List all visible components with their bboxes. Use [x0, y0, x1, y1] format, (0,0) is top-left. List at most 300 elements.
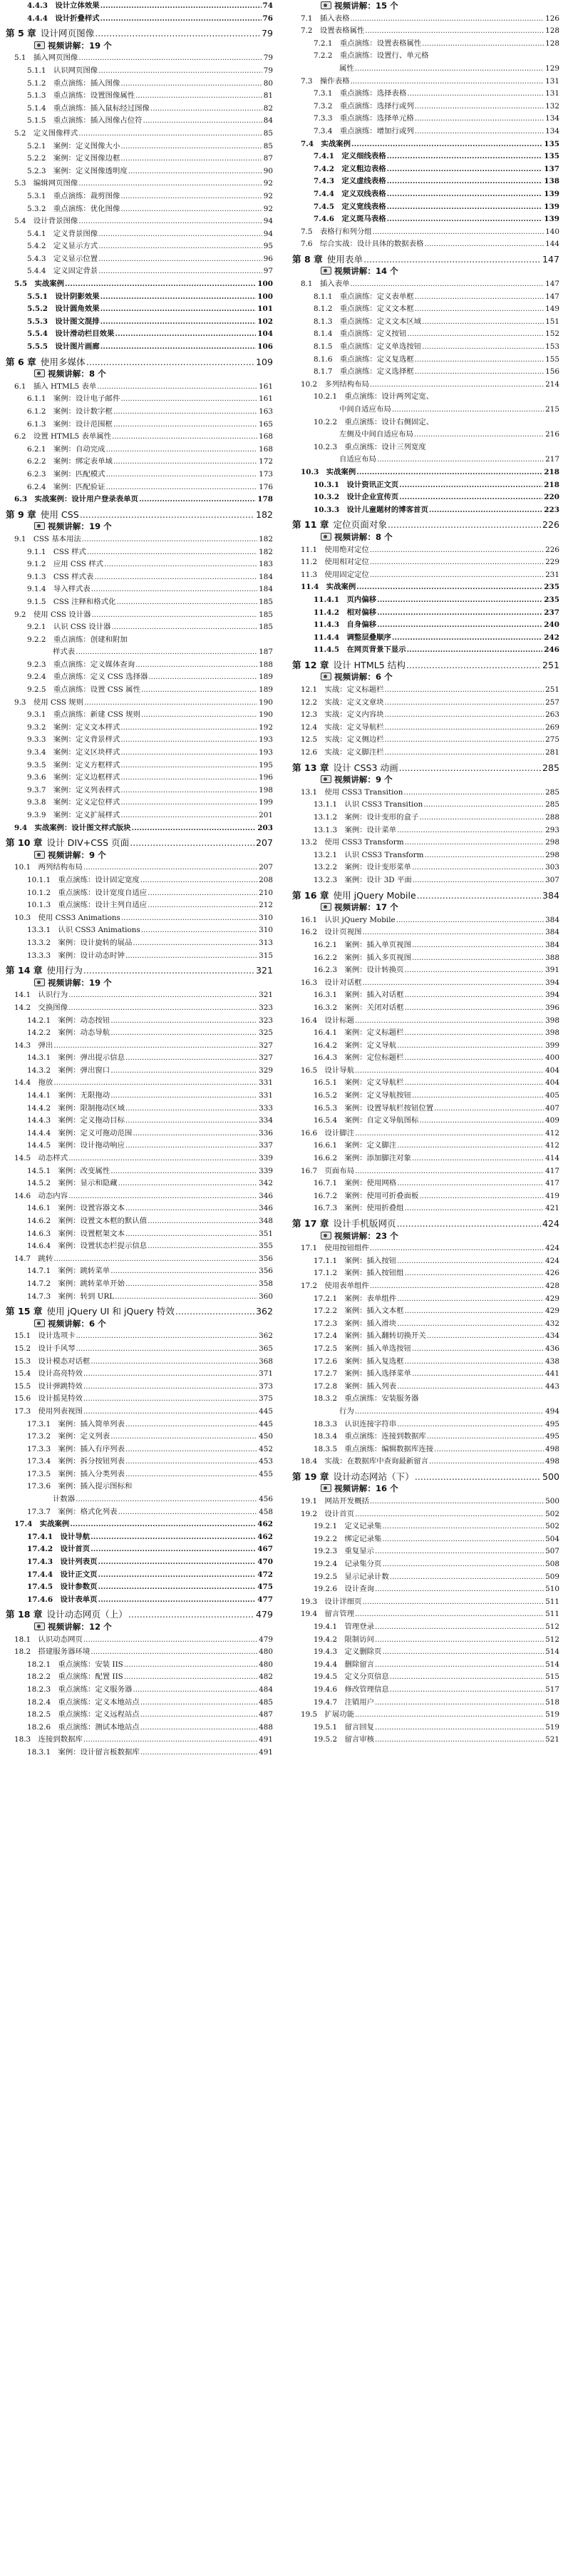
video-count-label: 视频讲解：16 个	[334, 1483, 398, 1496]
video-camera-icon	[34, 522, 45, 530]
chapter-heading	[292, 518, 559, 531]
dot-leader	[120, 190, 262, 203]
page-number: 409	[545, 1116, 559, 1125]
toc-entry	[292, 926, 559, 939]
video-camera-icon	[34, 369, 45, 377]
toc-entry	[6, 912, 273, 925]
page-number: 203	[257, 823, 273, 832]
dot-leader	[355, 1165, 544, 1178]
chapter-number: 第 10 章	[6, 837, 43, 849]
toc-entry	[292, 697, 559, 710]
page-number: 74	[262, 1, 273, 10]
page-number: 199	[259, 798, 273, 807]
dot-leader	[355, 63, 544, 76]
toc-entry-label: 19.2.4 记录集分页	[314, 1560, 382, 1569]
page-number: 285	[545, 787, 559, 797]
dot-leader	[128, 1608, 254, 1621]
page-number: 80	[263, 78, 273, 88]
page-number: 470	[257, 1558, 273, 1567]
dot-leader	[143, 115, 262, 128]
toc-entry-label: 9.3.8 案例：定义定位样式	[27, 798, 120, 807]
toc-entry-label: 13.1 使用 CSS3 Transition	[301, 787, 403, 797]
page-number: 351	[259, 1229, 273, 1238]
page-number: 275	[545, 735, 559, 745]
toc-entry	[292, 1634, 559, 1647]
toc-entry-label: 5.3 编辑网页图像	[14, 179, 78, 188]
dot-leader	[148, 671, 257, 684]
page-number: 185	[259, 597, 273, 606]
page-number: 358	[259, 1279, 273, 1288]
page-number: 288	[545, 813, 559, 822]
dot-leader	[407, 644, 543, 657]
toc-entry	[6, 1040, 273, 1053]
toc-entry	[6, 0, 273, 13]
toc-entry	[292, 1077, 559, 1090]
page-number: 285	[545, 800, 559, 809]
page-number: 368	[259, 1356, 273, 1366]
toc-entry-label: 16.5.1 案例：定义导航栏	[314, 1078, 404, 1088]
toc-entry-label: 5.4.4 定义固定背景	[27, 267, 98, 276]
dot-leader	[429, 1456, 544, 1468]
toc-entry	[6, 1278, 273, 1291]
toc-entry	[292, 1040, 559, 1053]
page-number: 135	[544, 152, 559, 161]
toc-entry	[292, 1671, 559, 1684]
toc-entry-label: 17.2 使用表单组件	[301, 1281, 369, 1290]
toc-entry	[6, 1215, 273, 1228]
toc-entry	[6, 265, 273, 278]
toc-entry	[6, 1393, 273, 1406]
toc-entry-label: 14.4.3 案例：定义拖动目标	[27, 1116, 125, 1125]
toc-entry	[292, 581, 559, 594]
toc-entry-label: 15.1 设计选项卡	[14, 1332, 76, 1341]
dot-leader	[116, 596, 257, 609]
toc-entry-label: 第 12 章 设计 HTML5 结构	[292, 659, 406, 670]
toc-entry	[6, 1115, 273, 1128]
dot-leader	[125, 1140, 257, 1152]
page-number: 100	[257, 292, 273, 301]
chapter-heading	[292, 1217, 559, 1230]
dot-leader	[98, 1569, 257, 1582]
toc-entry-label: 9.2.4 重点演练：定义 CSS 选择器	[27, 673, 148, 682]
toc-entry-label: 11.4.2 相对偏移	[314, 608, 377, 617]
toc-entry	[292, 101, 559, 113]
page-number: 519	[545, 1722, 559, 1732]
page-number: 498	[545, 1457, 559, 1466]
page-number: 208	[259, 875, 273, 884]
toc-entry	[6, 862, 273, 874]
page-number: 404	[545, 1078, 559, 1088]
page-number: 371	[259, 1369, 273, 1379]
toc-entry-label: 9.1.4 导入样式表	[27, 585, 91, 594]
dot-leader	[133, 937, 257, 950]
toc-entry	[292, 544, 559, 557]
dot-leader	[382, 1533, 544, 1546]
dot-leader	[415, 291, 544, 304]
toc-entry-label: 13.2.1 认识 CSS3 Transform	[314, 850, 424, 859]
toc-entry	[6, 634, 273, 647]
page-number: 519	[545, 1710, 559, 1719]
dot-leader	[405, 1052, 544, 1065]
toc-entry	[292, 291, 559, 304]
toc-entry	[6, 659, 273, 672]
page-number: 168	[259, 444, 273, 454]
dot-leader	[84, 697, 257, 710]
toc-entry-label: 16.1 认识 jQuery Mobile	[301, 915, 396, 924]
page-number: 149	[545, 305, 559, 314]
page-number: 355	[259, 1242, 273, 1251]
chapter-number: 第 13 章	[292, 762, 329, 773]
toc-right-column	[292, 0, 559, 1747]
toc-entry	[292, 977, 559, 990]
toc-entry	[292, 1571, 559, 1584]
dot-leader	[128, 165, 262, 178]
dot-leader	[53, 1040, 257, 1053]
page-number: 417	[545, 1179, 559, 1188]
toc-entry	[6, 989, 273, 1002]
toc-entry-label: 16.7.3 案例：使用折叠组	[314, 1204, 404, 1213]
page-number: 193	[259, 748, 273, 757]
dot-leader	[397, 824, 544, 837]
toc-entry	[292, 1356, 559, 1369]
page-number: 298	[545, 850, 559, 859]
toc-entry-label: 7.3.4 重点演练：增加行或列	[314, 126, 414, 136]
toc-entry-label: 13.1.3 案例：设计菜单	[314, 825, 397, 834]
toc-entry-label: 17.2.7 案例：插入选择菜单	[314, 1369, 411, 1379]
toc-entry-label: 10.1.3 重点演练：设计主列自适应	[27, 901, 148, 910]
toc-entry	[292, 1520, 559, 1533]
toc-entry-label: 7.2.1 重点演练：设置表格属性	[314, 39, 422, 48]
page-number: 126	[545, 14, 559, 23]
toc-entry-label: 6.1 插入 HTML5 表单	[14, 382, 97, 391]
toc-entry-label: 5.2.2 案例：定义图像边框	[27, 154, 120, 163]
toc-entry-label: 14.7.2 案例：跳转菜单开始	[27, 1279, 125, 1288]
video-camera-icon	[321, 775, 331, 783]
toc-entry-label: 18.3 连接到数据库	[14, 1735, 83, 1744]
video-camera-icon	[321, 533, 331, 541]
toc-entry	[292, 25, 559, 38]
toc-entry-label: 9.3.2 案例：定义文本样式	[27, 722, 120, 732]
page-number: 441	[545, 1369, 559, 1379]
toc-entry	[6, 1481, 273, 1493]
dot-leader	[110, 1015, 257, 1028]
toc-entry	[6, 278, 273, 291]
toc-entry-label: 9.2.1 认识 CSS 设计器	[27, 623, 111, 632]
page-number: 281	[545, 748, 559, 757]
toc-entry-label: 15.6 设计摇晃特效	[14, 1394, 83, 1404]
dot-leader	[53, 1077, 257, 1090]
toc-entry	[6, 1228, 273, 1241]
toc-entry	[6, 1002, 273, 1015]
toc-entry-label: 7.3 操作表格	[301, 76, 350, 86]
dot-leader	[83, 1393, 257, 1406]
chapter-heading	[6, 837, 273, 849]
page-number: 424	[545, 1256, 559, 1265]
page-number: 484	[259, 1685, 273, 1694]
page-number: 327	[259, 1041, 273, 1050]
toc-entry-label: 14.5 动态样式	[14, 1154, 68, 1163]
page-number: 407	[545, 1103, 559, 1113]
toc-entry	[292, 50, 559, 63]
toc-entry-label: 7.4.2 定义粗边表格	[314, 164, 386, 173]
dot-leader	[405, 964, 544, 977]
dot-leader	[375, 1734, 544, 1747]
toc-entry	[292, 213, 559, 226]
chapter-number: 第 14 章	[6, 965, 43, 976]
dot-leader	[120, 153, 262, 165]
toc-entry	[292, 429, 559, 441]
dot-leader	[133, 1128, 257, 1140]
dot-leader	[121, 912, 257, 925]
dot-leader	[350, 13, 544, 26]
page-number: 325	[259, 1028, 273, 1038]
dot-leader	[422, 38, 544, 51]
dot-leader	[83, 1734, 257, 1747]
page-number: 342	[259, 1179, 273, 1188]
toc-entry	[6, 1531, 273, 1544]
page-number: 487	[259, 1710, 273, 1719]
page-number: 92	[263, 204, 273, 213]
video-count	[6, 1318, 273, 1331]
page-number: 455	[259, 1469, 273, 1478]
page-number: 263	[545, 710, 559, 720]
toc-entry	[6, 1419, 273, 1431]
dot-leader	[83, 1368, 257, 1381]
toc-entry-label: 16.4.2 案例：定义导航	[314, 1041, 397, 1050]
toc-entry-label: 10.1.2 重点演练：设计宽度自适应	[27, 888, 148, 897]
page-number: 188	[259, 660, 273, 669]
toc-entry-label: 10.3.2 设计企业宣传页	[314, 493, 399, 502]
toc-entry-label: 9.2.5 重点演练：设置 CSS 属性	[27, 685, 140, 695]
page-number: 132	[545, 101, 559, 111]
page-number: 429	[545, 1294, 559, 1303]
toc-entry-label: 5.5.4 设计滑动栏目效果	[27, 329, 115, 339]
dot-leader	[78, 215, 262, 228]
dot-leader	[355, 1508, 544, 1521]
video-count	[292, 1230, 559, 1243]
page-number: 511	[545, 1610, 559, 1619]
dot-leader	[91, 1543, 256, 1556]
toc-entry	[292, 619, 559, 632]
toc-entry-label: 19.4.1 管理登录	[314, 1622, 375, 1631]
dot-leader	[98, 1594, 257, 1607]
page-number: 394	[545, 978, 559, 987]
chapter-heading	[6, 356, 273, 369]
toc-entry-label: 11.3 使用固定定位	[301, 570, 369, 579]
chapter-number: 第 16 章	[292, 889, 329, 901]
toc-entry-label: 10.1.1 重点演练：设计固定宽度	[27, 875, 140, 884]
toc-entry	[292, 1052, 559, 1065]
page-number: 391	[545, 966, 559, 975]
toc-entry	[292, 1177, 559, 1190]
toc-entry-label: 14.7.3 案例：转到 URL	[27, 1292, 115, 1301]
toc-entry-label: 中间自适应布局	[339, 405, 391, 414]
dot-leader	[130, 837, 254, 849]
toc-entry	[6, 203, 273, 216]
toc-entry-label: 16.2.3 案例：设计转换页	[314, 966, 404, 975]
dot-leader	[388, 518, 541, 531]
toc-entry-label: 14.7 跳转	[14, 1254, 53, 1263]
dot-leader	[124, 1659, 257, 1672]
dot-leader	[83, 1406, 257, 1419]
dot-leader	[68, 989, 257, 1002]
page-number: 310	[259, 913, 273, 922]
chapter-number: 第 11 章	[292, 519, 329, 531]
toc-entry	[292, 278, 559, 291]
toc-entry-label: 14.4.2 案例：限制拖动区域	[27, 1103, 125, 1113]
page-number: 147	[545, 292, 559, 301]
dot-leader	[412, 1368, 544, 1381]
toc-entry	[292, 1190, 559, 1203]
toc-entry-label: 9.3.3 案例：定义背景样式	[27, 735, 120, 745]
toc-entry-label: 17.2.8 案例：插入列表	[314, 1381, 397, 1391]
dot-leader	[100, 291, 257, 304]
toc-entry-label: 13.2 使用 CSS3 Transform	[301, 838, 404, 847]
page-number: 79	[263, 53, 273, 63]
toc-entry	[292, 1545, 559, 1558]
page-number: 82	[263, 103, 273, 113]
toc-entry-label: 9.3.6 案例：定义边框样式	[27, 773, 120, 782]
toc-entry	[292, 939, 559, 952]
toc-entry-label: 8.1.2 重点演练：定义文本框	[314, 305, 414, 314]
dot-leader	[405, 1027, 544, 1040]
dot-leader	[385, 697, 544, 710]
dot-leader	[385, 709, 544, 722]
dot-leader	[104, 558, 257, 571]
toc-entry	[292, 824, 559, 837]
dot-leader	[387, 188, 543, 201]
page-number: 310	[259, 926, 273, 935]
page-number: 384	[545, 928, 559, 937]
dot-leader	[392, 404, 544, 416]
toc-entry-label: 19.4.6 修改管理信息	[314, 1685, 389, 1694]
video-count-label: 视频讲解：9 个	[48, 849, 106, 862]
toc-entry-label: 12.6 实战：定义脚注栏	[301, 748, 384, 757]
toc-entry-label: 19.4 留言管理	[301, 1610, 355, 1619]
dot-leader	[124, 1671, 257, 1684]
chapter-heading	[292, 659, 559, 672]
page-number: 87	[263, 154, 273, 163]
toc-entry	[6, 1368, 273, 1381]
toc-entry	[292, 594, 559, 607]
toc-entry	[6, 1684, 273, 1697]
toc-entry-label: 7.2 设置表格属性	[301, 26, 365, 36]
toc-entry-label: 14.2.2 案例：动态导航	[27, 1028, 110, 1038]
toc-entry-label: 第 18 章 设计动态网页（上）	[6, 1609, 128, 1620]
page-number: 185	[259, 610, 273, 619]
dot-leader	[412, 1152, 544, 1165]
video-camera-icon	[34, 978, 45, 986]
toc-entry-label: 第 8 章 使用表单	[292, 253, 363, 265]
toc-entry-label: 16.7.1 案例：使用网格	[314, 1179, 397, 1188]
dot-leader	[110, 1165, 257, 1178]
dot-leader	[415, 113, 544, 126]
dot-leader	[140, 1697, 257, 1709]
page-number: 479	[259, 1635, 273, 1644]
toc-entry-label: 8.1.3 重点演练：定义文本区域	[314, 317, 422, 326]
toc-entry-label: 7.4 实战案例	[301, 139, 351, 148]
page-number: 346	[259, 1191, 273, 1200]
page-number: 131	[545, 76, 559, 86]
dot-leader	[397, 1177, 544, 1190]
toc-entry-label: 16.2.1 案例：插入单页视图	[314, 940, 411, 949]
toc-entry-label: 8.1.7 重点演练：定义选择框	[314, 367, 414, 377]
page-number: 438	[545, 1356, 559, 1366]
toc-entry	[292, 837, 559, 849]
page-number: 139	[544, 215, 559, 224]
page-number: 495	[545, 1419, 559, 1428]
dot-leader	[397, 1040, 544, 1053]
toc-entry-label: 18.3.4 重点演练：连接到数据库	[314, 1432, 426, 1441]
dot-leader	[98, 1556, 257, 1569]
dot-leader	[91, 1531, 256, 1544]
toc-entry	[6, 809, 273, 822]
toc-entry-label: 19.4.7 注销用户	[314, 1697, 375, 1707]
toc-entry	[292, 379, 559, 392]
dot-leader	[53, 1253, 257, 1266]
dot-leader	[385, 734, 544, 747]
toc-entry	[292, 964, 559, 977]
toc-entry	[292, 952, 559, 965]
toc-entry-label: 19.3 设计详细页	[301, 1597, 362, 1606]
toc-entry	[6, 456, 273, 469]
toc-entry-label: 15.4 设计高亮特效	[14, 1369, 83, 1379]
dot-leader	[370, 379, 544, 392]
dot-leader	[106, 444, 258, 456]
toc-entry-label: 7.1 插入表格	[301, 14, 350, 23]
dot-leader	[419, 812, 544, 824]
page-number: 502	[545, 1509, 559, 1518]
dot-leader	[399, 479, 542, 492]
toc-entry	[292, 113, 559, 126]
toc-entry-label: 19.5.1 留言回复	[314, 1722, 375, 1732]
toc-entry	[6, 1190, 273, 1203]
page-number: 517	[545, 1685, 559, 1694]
page-number: 445	[259, 1419, 273, 1428]
page-number: 81	[263, 91, 273, 101]
dot-leader	[125, 1278, 257, 1291]
toc-entry-label: 9.1 CSS 基本用法	[14, 534, 81, 543]
page-number: 210	[259, 888, 273, 897]
toc-entry	[6, 1381, 273, 1394]
toc-entry	[6, 734, 273, 747]
toc-entry-label: 17.3.5 案例：插入分类列表	[27, 1469, 125, 1478]
page-number: 218	[544, 467, 559, 476]
page-number: 510	[545, 1585, 559, 1594]
dot-leader	[397, 1419, 544, 1431]
toc-entry-label: 第 10 章 设计 DIV+CSS 页面	[6, 837, 130, 849]
toc-entry	[292, 1115, 559, 1128]
toc-entry	[292, 1202, 559, 1215]
page-number: 151	[545, 317, 559, 326]
page-number: 504	[545, 1534, 559, 1543]
page-number: 443	[545, 1381, 559, 1391]
page-number: 307	[545, 875, 559, 884]
toc-entry-label: 7.4.4 定义双线表格	[314, 189, 386, 198]
toc-entry-label: 7.4.5 定义宽线表格	[314, 202, 386, 211]
toc-entry	[6, 621, 273, 634]
page-number: 235	[544, 595, 559, 604]
video-count-label: 视频讲解：12 个	[48, 1621, 112, 1634]
dot-leader	[78, 178, 262, 190]
toc-entry	[6, 1027, 273, 1040]
dot-leader	[397, 1381, 544, 1394]
page-number: 90	[263, 166, 273, 175]
dot-leader	[412, 939, 544, 952]
toc-entry-label: 10.2.2 重点演练：设计右侧固定、	[314, 417, 434, 426]
dot-leader	[140, 874, 257, 887]
toc-entry-label: 7.3.1 重点演练：选择表格	[314, 89, 407, 98]
